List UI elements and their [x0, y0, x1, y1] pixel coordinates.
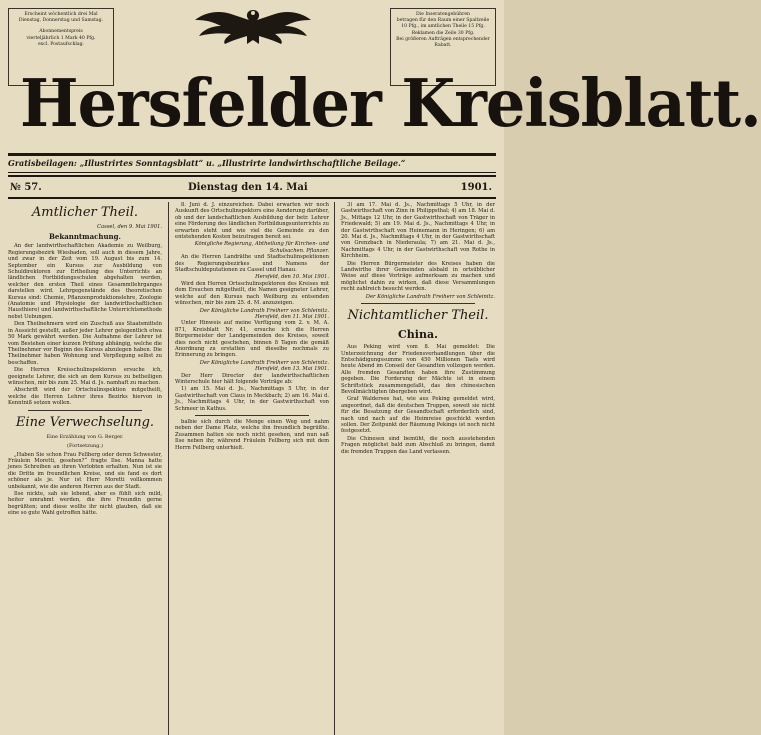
info-line: Reklamen die Zeile 30 Pfg. [411, 30, 475, 36]
continuation-note: (Fortsetzung.) [67, 442, 103, 449]
paragraph: Die Chinesen sind bemüht, die noch ausstehenden Fragen möglichst bald zum Abschluß zu bringen, damit die fremden Truppen das Land verlassen. [341, 435, 495, 455]
info-line: Erscheint wöchentlich drei Mal [24, 12, 98, 17]
paragraph: Der Herr Director der landwirthschaftlichen Winterschule hier hält folgende Vorträge ab: [175, 372, 329, 385]
info-line: Die Inseratengebühren [415, 12, 471, 17]
supplements-line: Gratisbeilagen: „Illustrirtes Sonntagsblatt“ u. „Illustrirte landwirthschaftliche Beilage.“ [8, 158, 406, 168]
paragraph: Abschrift wird der Ortschulinspektion mitgetheilt, welche die Herren Lehrer ihres Bezirks hiervon in Kenntniß setzen wollen. [8, 387, 162, 407]
paragraph: balbie sich durch die Menge einen Weg und nahm neben der Dame Platz, welche ihn freundlich begrüßte. Zusammen hatten sie noch nicht gesehen, und nun saß Ilse neben ihr, während Fräulein Fellberg sich mit dem Herrn Fellberg unterhielt. [175, 419, 329, 451]
paragraph: Aus Peking wird vom 8. Mai gemeldet: Die Unterzeichnung der Friedensverhandlungen über die Entschädigungssumme von 450 Millionen Taels wird heute Abend im Conseil der Gesandten vollzogen werden. Alle fremden Gesandten haben ihre Zustimmung gegeben. Die Forderung der Mächte ist in einem Schriftstück zusammengefaßt, das den chinesischen Bevollmächtigten übergeben wird. [341, 344, 495, 395]
story-title: Eine Verwechselung. [15, 414, 155, 430]
divider [361, 303, 475, 304]
column-2 [175, 202, 329, 735]
info-line: Abonnementspreis [39, 29, 83, 35]
issue-number: № 57. [10, 182, 42, 193]
paragraph: Die Herren Bürgermeister des Kreises haben die Landwirthe ihrer Gemeinden alsbald in ortsüblicher Weise auf diese Vorträge aufmerksam zu machen und möglichst dahin zu wirken, daß diese Versammlungen recht zahlreich besucht werden. [341, 260, 495, 293]
paragraph: Ilse nickte, sah sie lebend, aber es fühlt sich mild, heiter umrahmt werden, die ihre Freundin gerne begrüßten; und diese wollte ihr nicht glauben, daß sie eine so gute Wahl getroffen hätte. [8, 491, 162, 517]
paragraph: Wird den Herren Ortsschulinspektoren des Kreises mit dem Ersuchen mitgetheilt, die Namen geeigneter Lehrer, welche auf den Kursus nach Weilburg zu entsenden wünschen, mir bis zum 25. d. M. anzuzeigen. [175, 280, 329, 307]
signature: Der Königliche Landrath Freiherr von Schleinitz. [199, 307, 329, 314]
info-line: betragen für den Raum einer Spaltzeile [396, 18, 490, 24]
divider [8, 175, 496, 177]
story-author: Eine Erzählung von G. Berger. [46, 433, 124, 440]
dateline: Hersfeld, den 10. Mai 1901. [255, 274, 329, 281]
article-heading: Bekanntmachung. [49, 232, 121, 242]
paragraph: 1) am 15. Mai d. Js., Nachmittags 5 Uhr, in der Gastwirthschaft von Claus in Meckbach; 2) am 16. Mai d. Js., Nachmittags 4 Uhr, in der Gastwirthschaft von Schmeer in Kathus. [175, 386, 329, 412]
section-title: Amtlicher Theil. [31, 205, 139, 220]
info-line: Bei größeren Aufträgen entsprechender [396, 36, 490, 42]
column-1 [8, 202, 162, 735]
info-line: Dienstag, Donnerstag und Samstag. [18, 18, 104, 24]
column-separator [168, 202, 169, 735]
paragraph: An die Herren Landräthe und Stadtschulinspektionen des Regierungsbezirkes und Namens der Stadtschuldeputationen zu Cassel und Hanau. [175, 254, 329, 274]
column-3 [341, 202, 495, 735]
paragraph: Den Theilnehmern wird ein Zuschuß aus Staatsmitteln in Aussicht gestellt, außer jeder Lehrer gelegentlich etwa 50 Mark gewährt werden. Die Aufnahme der Lehrer ist vom Bestehen einer kurzen Prüfung abhängig, welche die Theilnehmer vor Beginn des Kursus abzulegen haben. Die Theilnehmer haben Wohnung und Verpflegung selbst zu beschaffen. [8, 321, 162, 366]
divider [28, 410, 142, 411]
paragraph: 8. Juni d. J. einzureichen. Dabei erwarten wir noch Auskunft des Ortschulinspektors eine Aenderung darüber, ob und der landschaftlichen Ausbildung der betr. Lehrer eine Förderung des ländlichen Fortbildungsunterrichts zu erwarten steht und wie viel die Gemeinde zu den entstehenden Kosten beizutragen bereit sei. [175, 202, 329, 241]
eagle-emblem-icon [191, 6, 315, 46]
info-line: excl. Postaufschlag. [37, 41, 85, 47]
info-line: vierteljährlich 1 Mark 40 Pfg. [26, 35, 96, 41]
article-heading: China. [398, 328, 438, 342]
divider [8, 197, 496, 199]
paragraph: An der landwirthschaftlichen Akademie zu Weilburg, Regierungsbezirk Wiesbaden, soll auch in diesem Jahre, und zwar in der Zeit vom 19. August bis zum 14. September ein Kursus zur Ausbildung von Schuldirektoren zur Ertheilung des Unterrichts an ländlichen Fortbildungsschulen abgehalten werden, welcher den ersten Theil eines Gesammtlehrganges darstellen wird. Lehrgegenstände des theoretischen Kursus sind: Chemie, Pflanzenproduktionslehre, Zoologie (Anatomie und Physiologie der landwirthschaftlichen Hausthiere) und landwirthschaftliche Unterrichtsmethode nebst Uebungen. [8, 243, 162, 320]
issue-date: Dienstag den 14. Mai [188, 182, 308, 193]
signature: Der Königliche Landrath Freiherr von Schleinitz. [365, 293, 495, 300]
signature: Der Königliche Landrath Freiherr von Schleinitz. [199, 359, 329, 366]
info-line: 10 Pfg., im amtlichen Theile 15 Pfg. [401, 24, 485, 30]
dateline: Hersfeld, den 13. Mai 1901. [255, 366, 329, 373]
paragraph: „Haben Sie schon Frau Fellberg oder deren Schwester, Fräulein Moretti, gesehen?“ fragte Ilse. Manna hatte jenes Schreiben an ihren Verlobten erhalten. Nun ist sie die Dritte im freundlichen Kreise, und sie fand es dort schöner als je. Nur ist Herr Moretti vollkommen unbekannt, wie die anderen Herren aus der Stadt. [8, 451, 162, 490]
paragraph: 3) am 17. Mai d. Js., Nachmittags 5 Uhr, in der Gastwirthschaft von Zinn in Philippsthal; 4) am 18. Mai d. Js., Mittags 12 Uhr, in der Gastwirthschaft von Träger in Friedewald; 5) am 19. Mai d. Js., Nachmittags 4 Uhr, in der Gastwirthschaft von Heinemann in Heringen; 6) am 20. Mai d. Js., Nachmittags 4 Uhr, in der Gastwirthschaft von Grenzbach in Niederaula; 7) am 21. Mai d. Js., Nachmittags 4 Uhr, in der Gastwirthschaft von Rothe in Kirchheim. [341, 202, 495, 260]
masthead-title: Hersfelder Kreisblatt. [20, 65, 761, 142]
divider [8, 172, 496, 173]
issue-dateline [8, 182, 496, 196]
section-title: Nichtamtlicher Theil. [347, 308, 489, 324]
masthead-rule [8, 153, 496, 156]
paragraph: Graf Waldersee hat, wie aus Peking gemeldet wird, angeordnet, daß die deutschen Truppen, soweit sie nicht für die Besatzung der Gesandtschaft erforderlich sind, nach und nach auf die Heimreise geschickt werden sollen. Der Zeitpunkt der Räumung Pekings ist noch nicht festgesetzt. [341, 396, 495, 435]
paragraph: Die Herren Kreisschulinspektoren ersuche ich, geeignete Lehrer, die sich an dem Kursus zu betheiligen wünschen, mir bis zum 25. Mai d. Js. namhaft zu machen. [8, 367, 162, 386]
divider [195, 415, 309, 416]
paragraph: Unter Hinweis auf meine Verfügung vom 2. v. M. A. 871, Kreisblatt Nr. 41, ersuche ich die Herren Bürgermeister der Landgemeinden des Kreises, soweit dies noch nicht geschehen, binnen 8 Tagen die gemäß Anordnung zu erstatten und dieselbe nochmals zu Erinnerung zu bringen. [175, 320, 329, 359]
info-line: Rabatt. [434, 43, 452, 49]
signature: Königliche Regierung, Abtheilung für Kirchen- und Schulsachen. Pflanzer. [194, 241, 329, 254]
column-separator [334, 202, 335, 735]
dateline: Cassel, den 9. Mai 1901. [97, 224, 162, 230]
dateline: Hersfeld, den 11. Mai 1901. [255, 313, 329, 320]
issue-year: 1901. [460, 182, 492, 193]
